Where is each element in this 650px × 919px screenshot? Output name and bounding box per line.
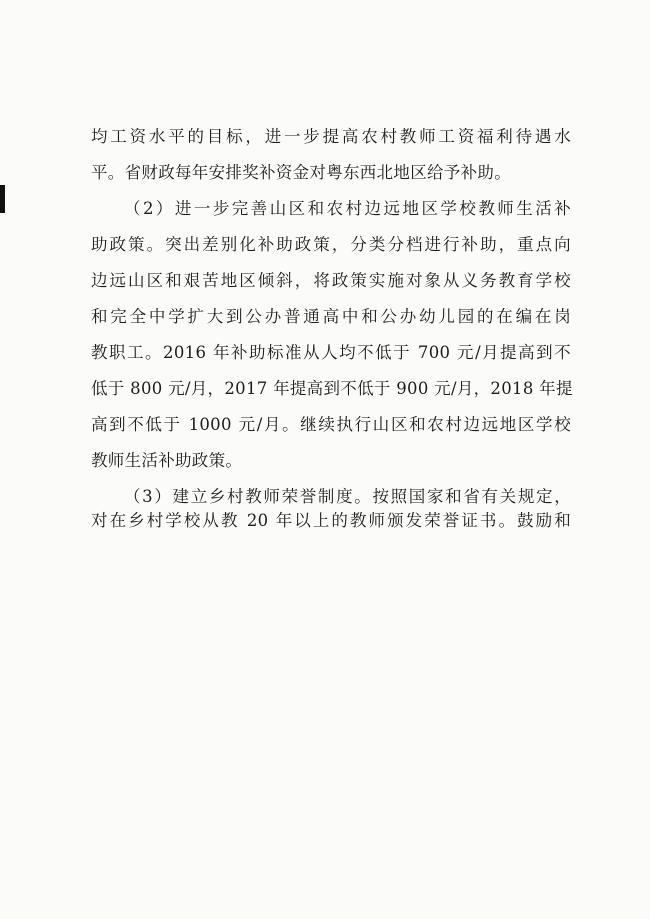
binding-margin-mark	[0, 185, 5, 213]
text-line: 对在乡村学校从教 20 年以上的教师颁发荣誉证书。鼓励和	[91, 511, 571, 530]
text-line: 高到不低于 1000 元/月。继续执行山区和农村边远地区学校	[91, 415, 571, 434]
text-line: 教师生活补助政策。	[91, 451, 243, 470]
text-line: 助政策。突出差别化补助政策，分类分档进行补助，重点向	[91, 235, 571, 254]
text-line: 平。省财政每年安排奖补资金对粤东西北地区给予补助。	[91, 163, 511, 182]
text-line: 低于 800 元/月，2017 年提高到不低于 900 元/月，2018 年提	[91, 379, 573, 398]
text-line: 教职工。2016 年补助标准从人均不低于 700 元/月提高到不	[91, 343, 571, 362]
text-line: 边远山区和艰苦地区倾斜，将政策实施对象从义务教育学校	[91, 271, 571, 290]
paragraph-start-line: （2）进一步完善山区和农村边远地区学校教师生活补	[124, 199, 571, 218]
text-line: 均工资水平的目标，进一步提高农村教师工资福利待遇水	[91, 127, 571, 146]
paragraph-start-line: （3）建立乡村教师荣誉制度。按照国家和省有关规定，	[124, 487, 571, 506]
text-line: 和完全中学扩大到公办普通高中和公办幼儿园的在编在岗	[91, 307, 571, 326]
